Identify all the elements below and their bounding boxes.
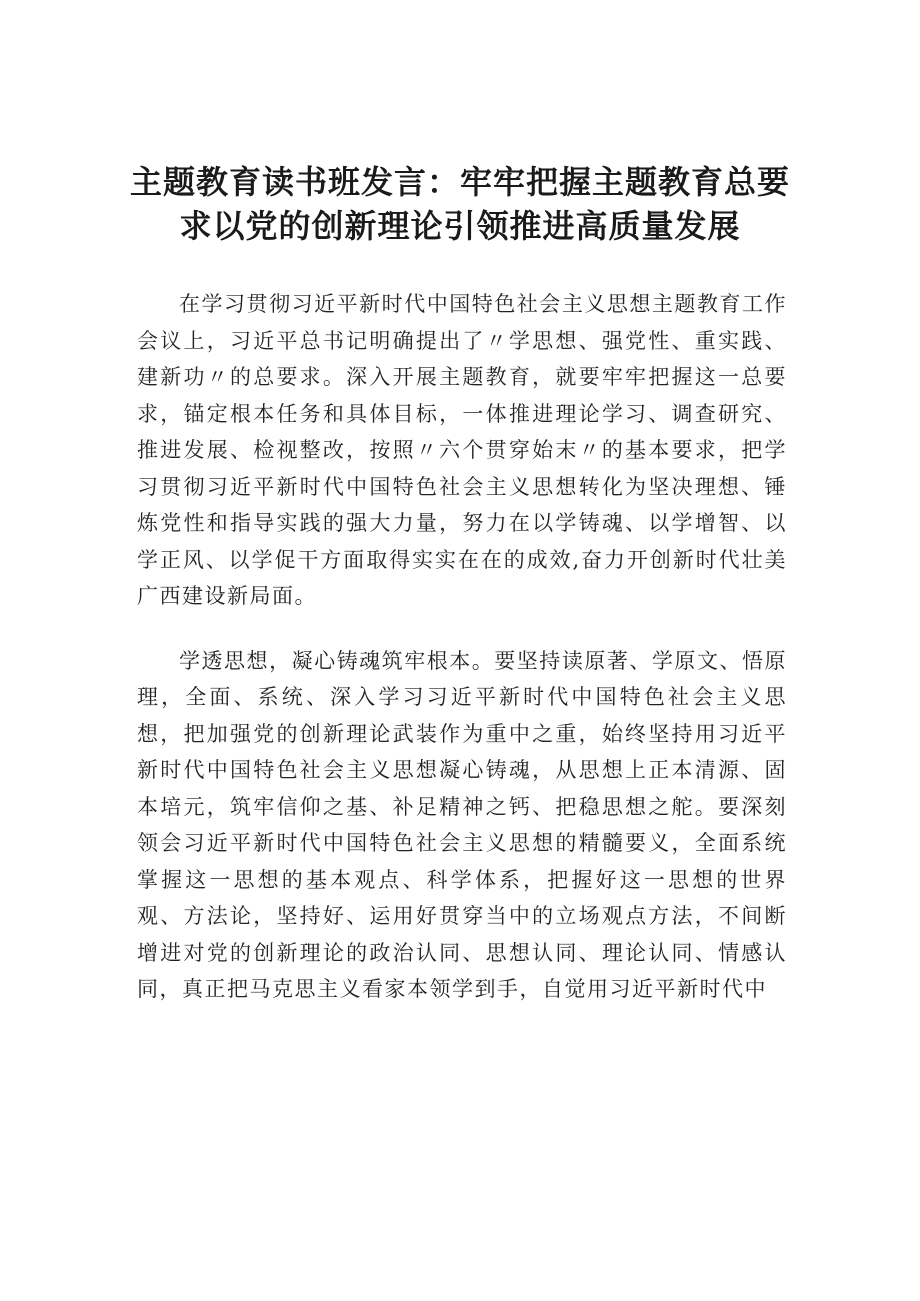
- paragraph-1: 在学习贯彻习近平新时代中国特色社会主义思想主题教育工作会议上，习近平总书记明确提出了〃学思想、强党性、重实践、建新功〃的总要求。深入开展主题教育，就要牢牢把握这一总要求，锚定根本任务和具体目标，一体推进理论学习、调查研究、推进发展、检视整改，按照〃六个贯穿始末〃的基本要求，把学习贯彻习近平新时代中国特色社会主义思想转化为坚决理想、锤炼党性和指导实践的强大力量，努力在以学铸魂、以学增智、以学正风、以学促干方面取得实实在在的成效,奋力开创新时代壮美广西建设新局面。: [137, 292, 787, 608]
- paragraph-2: 学透思想，凝心铸魂筑牢根本。要坚持读原著、学原文、悟原理，全面、系统、深入学习习近平新时代中国特色社会主义思想，把加强党的创新理论武装作为重中之重，始终坚持用习近平新时代中国特色社会主义思想凝心铸魂，从思想上正本清源、固本培元，筑牢信仰之基、补足精神之钙、把稳思想之舵。要深刻领会习近平新时代中国特色社会主义思想的精髓要义，全面系统掌握这一思想的基本观点、科学体系，把握好这一思想的世界观、方法论，坚持好、运用好贯穿当中的立场观点方法，不间断增进对党的创新理论的政治认同、思想认同、理论认同、情感认同，真正把马克思主义看家本领学到手，自觉用习近平新时代中: [137, 648, 787, 1001]
- document-title: 主题教育读书班发言：牢牢把握主题教育总要求以党的创新理论引领推进高质量发展: [130, 163, 791, 245]
- document-body: [137, 286, 787, 1008]
